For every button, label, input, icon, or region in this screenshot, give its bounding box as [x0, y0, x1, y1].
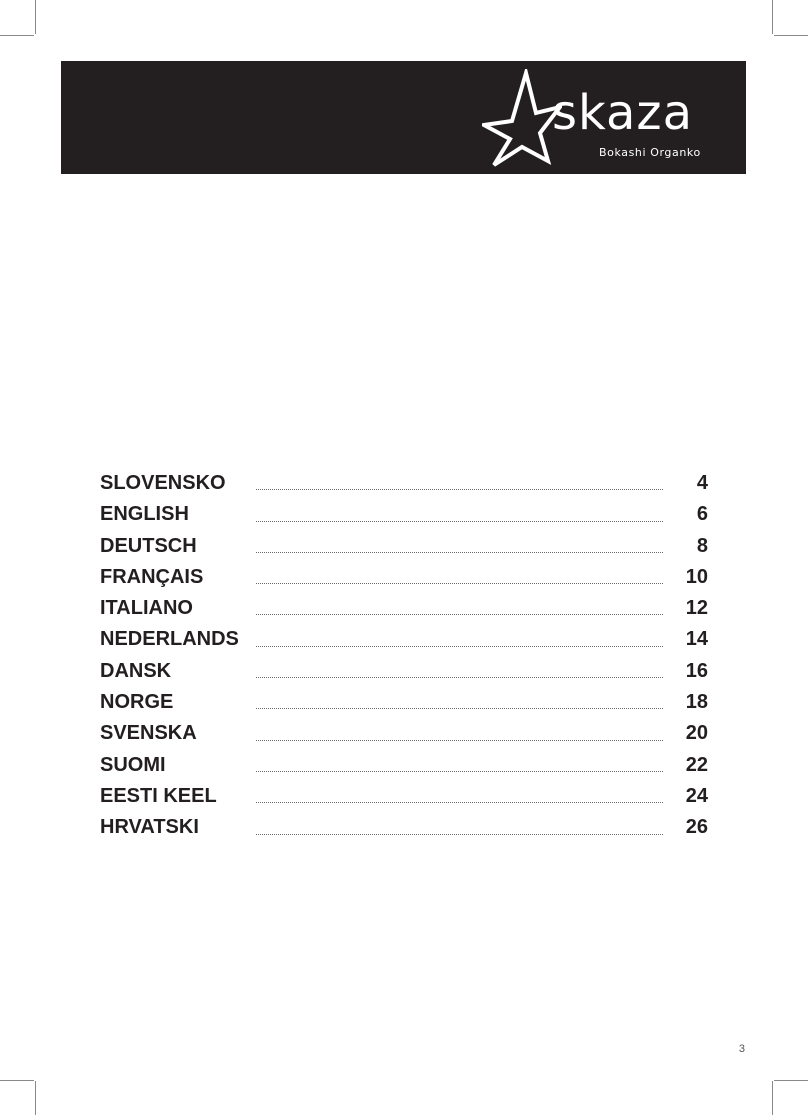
toc-entry[interactable]: [100, 687, 708, 718]
toc-entry-page: 18: [685, 691, 708, 714]
toc-leader-dots: [256, 488, 663, 490]
toc-entry-page: 10: [685, 565, 708, 588]
toc-leader-dots: [256, 582, 663, 584]
toc-entry-page: 20: [685, 722, 708, 745]
crop-mark-bottom-left-v: [35, 1081, 36, 1115]
toc-leader-dots: [256, 801, 663, 803]
toc-entry-label: HRVATSKI: [100, 816, 199, 839]
toc-entry-label: ENGLISH: [100, 503, 189, 526]
toc-entry-page: 14: [685, 628, 708, 651]
toc-entry-label: SUOMI: [100, 753, 166, 776]
toc-entry-page: 12: [685, 597, 708, 620]
header-banner: [61, 61, 746, 174]
toc-entry-label: DANSK: [100, 659, 172, 682]
toc-entry-page: 22: [685, 753, 708, 776]
page-number: 3: [738, 1043, 745, 1055]
toc-entry-label: NORGE: [100, 691, 174, 714]
brand-logo: [482, 69, 712, 169]
toc-entry-page: 26: [685, 816, 708, 839]
toc-leader-dots: [256, 551, 663, 553]
toc-leader-dots: [256, 833, 663, 835]
crop-mark-bottom-right-v: [772, 1081, 773, 1115]
star-icon: [482, 69, 562, 169]
crop-mark-top-right-v: [772, 0, 773, 34]
toc-leader-dots: [256, 676, 663, 678]
toc-entry[interactable]: [100, 750, 708, 781]
toc-entry-page: 6: [696, 503, 708, 526]
crop-mark-top-left-v: [35, 0, 36, 34]
toc-entry-label: SLOVENSKO: [100, 472, 226, 494]
brand-tagline: Bokashi Organko: [599, 146, 701, 159]
toc-entry[interactable]: [100, 656, 708, 687]
toc-entry[interactable]: [100, 781, 708, 812]
toc-entry-label: ITALIANO: [100, 597, 193, 620]
crop-mark-top-right-h: [774, 35, 808, 36]
toc-entry[interactable]: [100, 499, 708, 530]
toc-entry[interactable]: [100, 468, 708, 499]
crop-mark-top-left-h: [0, 35, 34, 36]
toc-entry[interactable]: [100, 718, 708, 749]
toc-leader-dots: [256, 613, 663, 615]
toc-entry-page: 16: [685, 659, 708, 682]
toc-entry-label: FRANÇAIS: [100, 565, 204, 588]
toc-entry[interactable]: [100, 624, 708, 655]
toc-entry-label: EESTI KEEL: [100, 784, 217, 807]
toc-leader-dots: [256, 645, 663, 647]
toc-leader-dots: [256, 770, 663, 772]
toc-leader-dots: [256, 520, 663, 522]
toc-entry-label: DEUTSCH: [100, 534, 197, 557]
toc-entry-page: 8: [696, 534, 708, 557]
brand-wordmark: skaza: [552, 85, 693, 141]
toc-leader-dots: [256, 739, 663, 741]
toc-leader-dots: [256, 707, 663, 709]
toc-entry-page: 24: [685, 784, 708, 807]
toc-entry-label: SVENSKA: [100, 722, 197, 745]
toc-entry-label: NEDERLANDS: [100, 628, 239, 651]
crop-mark-bottom-right-h: [774, 1080, 808, 1081]
toc-entry[interactable]: [100, 593, 708, 624]
toc-entry[interactable]: [100, 812, 708, 843]
toc-entry[interactable]: [100, 531, 708, 562]
toc-entry[interactable]: [100, 562, 708, 593]
table-of-contents: [100, 468, 708, 844]
crop-mark-bottom-left-h: [0, 1080, 34, 1081]
toc-entry-page: 4: [696, 472, 708, 494]
